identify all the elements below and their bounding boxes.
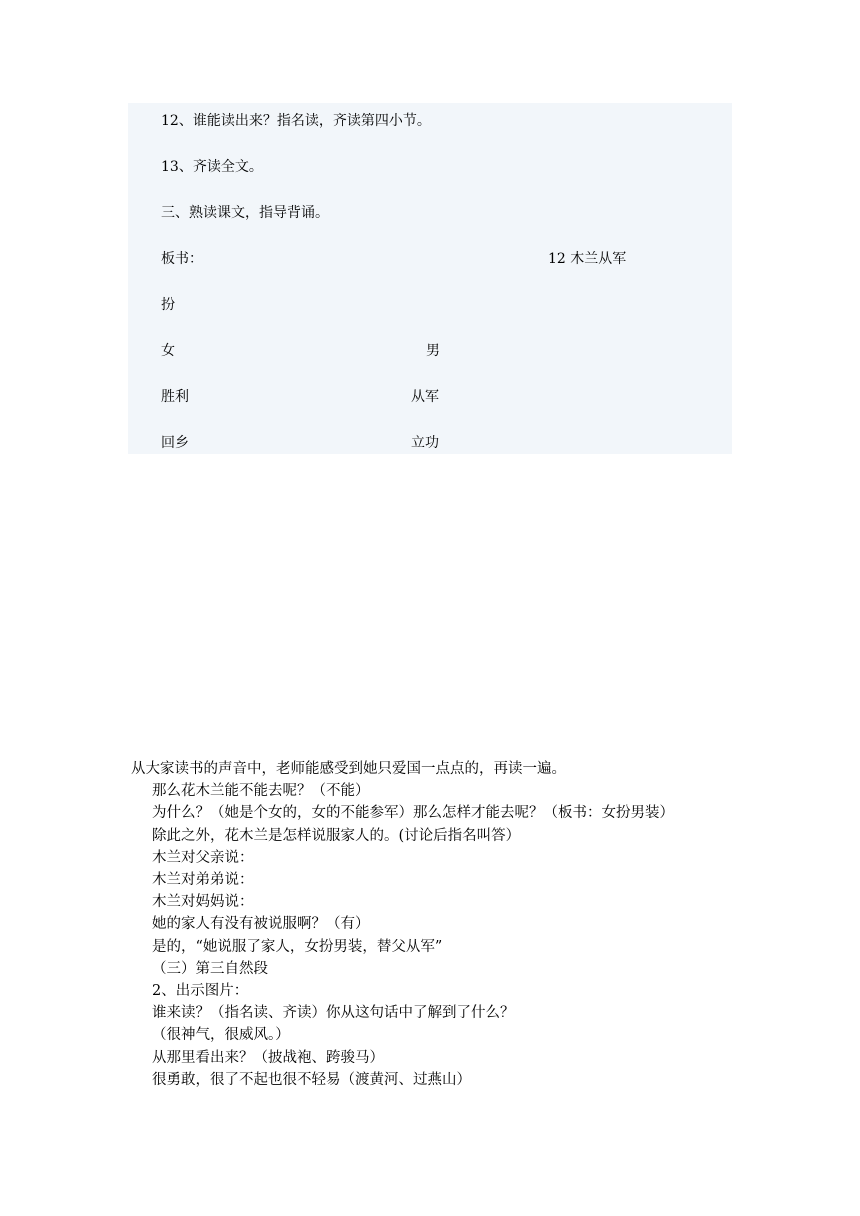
- text-line: 木兰对弟弟说：: [152, 872, 254, 889]
- text-line: 为什么？（她是个女的，女的不能参军）那么怎样才能去呢？（板书：女扮男装）: [152, 805, 674, 822]
- lesson-plan-block: [128, 103, 732, 454]
- text-line: 木兰对妈妈说：: [152, 894, 254, 911]
- blackboard-congjun: 从军: [411, 389, 439, 405]
- text-line: 从那里看出来？（披战袍、跨骏马）: [152, 1049, 384, 1066]
- text-line: （很神气，很威风。）: [152, 1027, 290, 1044]
- lesson-text: [131, 758, 751, 1091]
- text-line: 那么花木兰能不能去呢？（不能）: [152, 783, 370, 800]
- text-line: 是的，“她说服了家人，女扮男装，替父从军”: [152, 938, 443, 955]
- step-12-text: 12、谁能读出来？指名读，齐读第四小节。: [161, 113, 431, 129]
- blackboard-ban: 扮: [161, 297, 175, 313]
- text-line: 很勇敢，很了不起也很不轻易（渡黄河、过燕山）: [152, 1071, 471, 1088]
- text-line: 2、出示图片：: [152, 983, 249, 1000]
- text-line: 从大家读书的声音中，老师能感受到她只爱国一点点的，再读一遍。: [131, 761, 566, 777]
- blackboard-nan: 男: [426, 343, 440, 359]
- blackboard-huixiang: 回乡: [161, 435, 189, 451]
- blackboard-title: 12 木兰从军: [548, 251, 627, 267]
- section-3-heading: 三、熟读课文，指导背诵。: [161, 205, 329, 221]
- blackboard-nv: 女: [161, 343, 175, 359]
- blackboard-shengli: 胜利: [161, 389, 189, 405]
- text-line: 谁来读？（指名读、齐读）你从这句话中了解到了什么？: [152, 1005, 515, 1022]
- blackboard-label: 板书：: [161, 251, 203, 267]
- text-line: 她的家人有没有被说服啊？（有）: [152, 916, 370, 933]
- step-13-text: 13、齐读全文。: [161, 159, 263, 175]
- blackboard-ligong: 立功: [411, 435, 439, 451]
- text-line: 木兰对父亲说：: [152, 849, 254, 866]
- text-line: 除此之外，花木兰是怎样说服家人的。(讨论后指名叫答）: [152, 827, 521, 844]
- text-line: （三）第三自然段: [152, 960, 268, 977]
